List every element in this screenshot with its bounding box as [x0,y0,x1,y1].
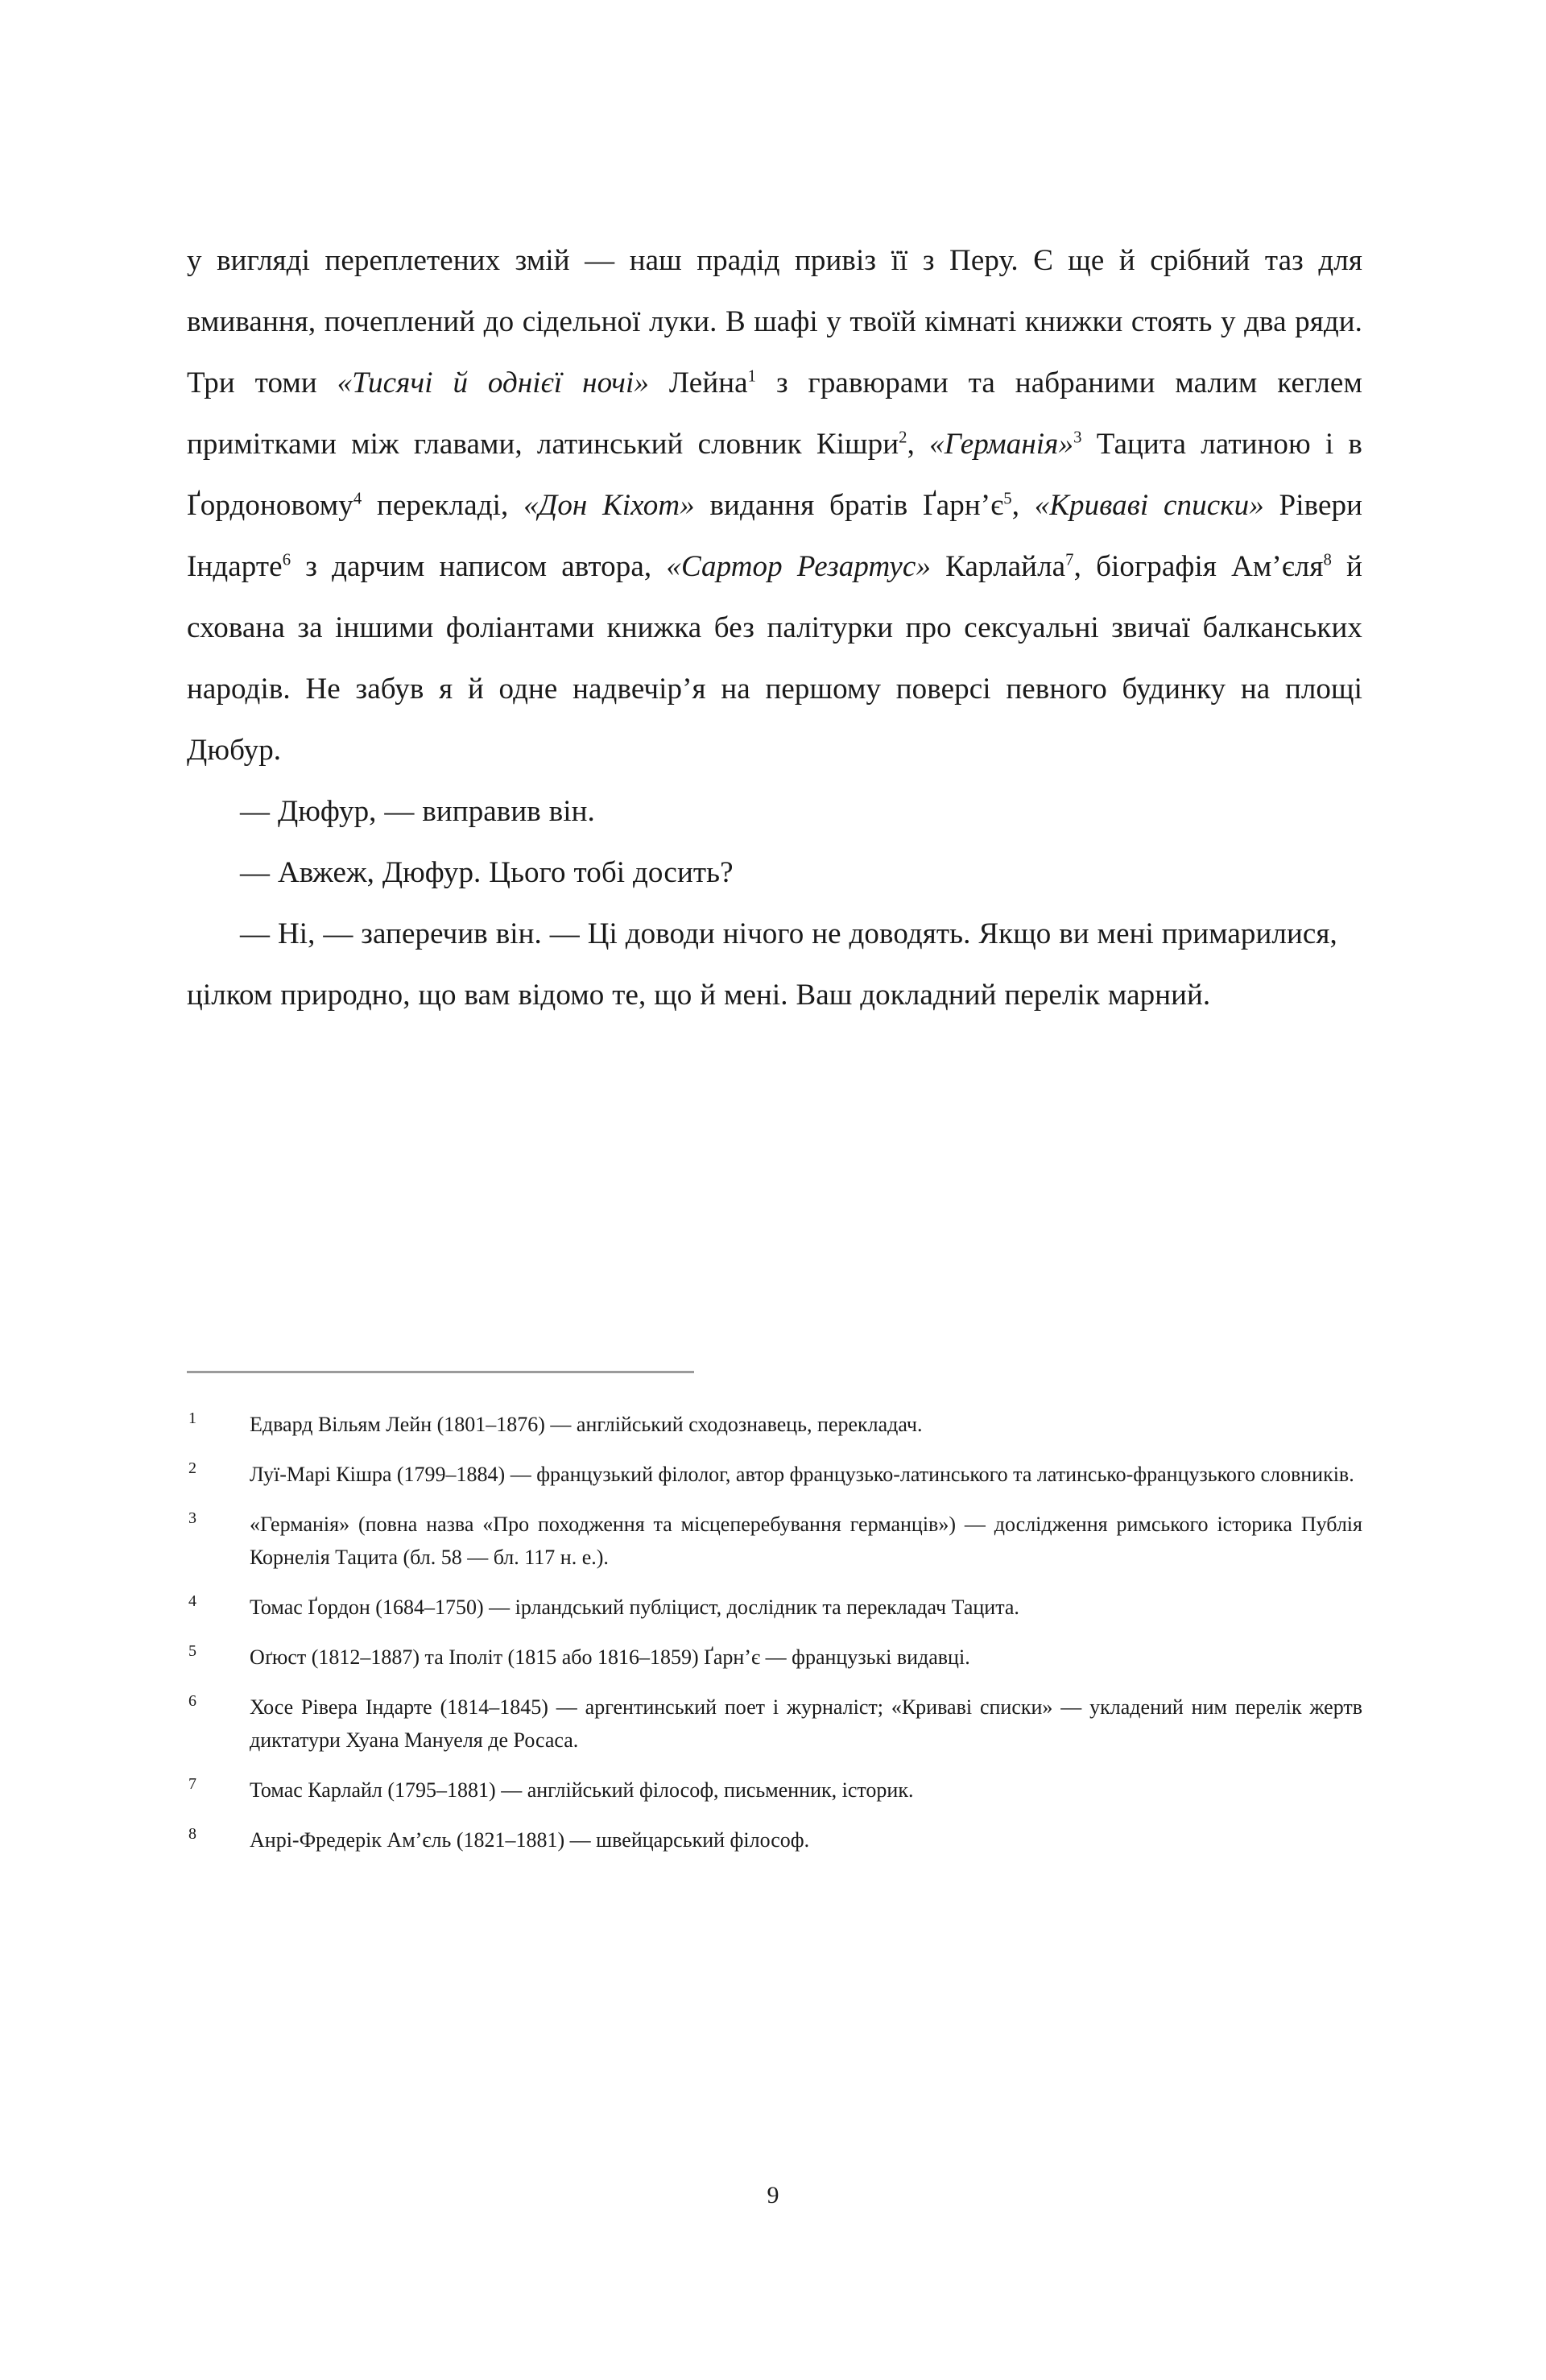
footnote-number: 1 [188,1409,196,1427]
footnote-item [187,1774,1362,1807]
footnote-number: 2 [188,1459,196,1477]
footnote-reference[interactable]: 8 [1323,551,1332,569]
text-run: Рівери Індарте [187,489,1362,583]
footnote-item [187,1408,1362,1441]
text-run: Карлайла [931,550,1066,583]
footnote-reference[interactable]: 5 [1003,490,1012,508]
body-text-block [187,230,1362,1026]
text-run: з гравюрами та набраними малим кеглем примітками між главами, латинський словник Кішри [187,366,1362,461]
text-run: з дарчим написом автора, [291,550,667,583]
footnote-text: Луї-Марі Кішра (1799–1884) — французький філолог, автор французько-латинського та латинсько-французького словників. [250,1463,1354,1486]
text-run: перекладі, [362,489,524,522]
footnote-text: Едвард Вільям Лейн (1801–1876) — англійський сходознавець, перекладач. [250,1413,923,1436]
footnote-reference[interactable]: 2 [899,428,907,447]
footnote-list [187,1408,1362,1856]
text-run: , біографія Ам’єля [1073,550,1324,583]
italic-title: «Германія» [929,428,1074,461]
footnote-text: Оґюст (1812–1887) та Іполіт (1815 або 1816–1859) Ґарн’є — французькі видавці. [250,1645,970,1669]
footnote-text: Анрі-Фредерік Ам’єль (1821–1881) — швейцарський філософ. [250,1828,810,1852]
italic-title: «Дон Кіхот» [523,489,695,522]
text-run: й схована за іншими фоліантами книжка без палітурки про сексуальні звичаї балканських народів. Не забув я й одне надвечір’я на першому поверсі певного будинку на площі Дюбур. [187,550,1362,767]
dialogue-paragraph [187,842,1362,904]
page-number: 9 [767,2182,779,2208]
italic-title: «Криваві списки» [1034,489,1264,522]
text-run: — Дюфур, — виправив він. [240,795,595,828]
footnote-reference[interactable]: 7 [1065,551,1074,569]
body-paragraph [187,230,1362,781]
footnote-text: Томас Ґордон (1684–1750) — ірландський публіцист, дослідник та перекладач Тацита. [250,1596,1019,1619]
footnote-reference[interactable]: 1 [747,367,757,386]
footnote-item [187,1691,1362,1757]
footnote-reference[interactable]: 3 [1073,428,1082,447]
text-run: — Ні, — заперечив він. — Ці доводи нічого не доводять. Якщо ви мені примарилися, цілком природно, що вам відомо те, що й мені. Ваш докладний перелік марний. [187,917,1337,1012]
dialogue-paragraph [187,781,1362,842]
footnote-number: 3 [188,1509,196,1527]
dialogue-paragraph [187,904,1362,1026]
footnote-number: 5 [188,1642,196,1660]
footnote-text: Томас Карлайл (1795–1881) — англійський філософ, письменник, історик. [250,1778,914,1802]
footnote-item [187,1641,1362,1674]
text-run: Тацита латиною і в Ґордоновому [187,428,1362,522]
footnote-number: 8 [188,1825,196,1843]
text-run: видання братів Ґарн’є [694,489,1004,522]
footnote-reference[interactable]: 6 [282,551,291,569]
text-run: Лейна [648,366,748,399]
footnote-item [187,1508,1362,1574]
italic-title: «Сартор Резартус» [666,550,932,583]
footnote-reference[interactable]: 4 [353,490,362,508]
footnote-item [187,1823,1362,1856]
footnote-number: 6 [188,1692,196,1710]
text-run: — Авжеж, Дюфур. Цього тобі досить? [240,856,734,889]
italic-title: «Тисячі й однієї ночі» [337,366,649,399]
footnote-item [187,1458,1362,1491]
text-run: , [1011,489,1035,522]
footnote-number: 4 [188,1592,196,1610]
text-run: , [907,428,930,461]
footnote-number: 7 [188,1775,196,1793]
footnote-text: «Германія» (повна назва «Про походження та місцеперебування германців») — дослідження римського історика Публія Корнелія Тацита (бл. 58 — бл. 117 н. е.). [250,1513,1362,1569]
footnote-text: Хосе Рівера Індарте (1814–1845) — аргентинський поет і журналіст; «Криваві списки» — укладений ним перелік жертв диктатури Хуана Мануеля де Росаса. [250,1695,1362,1752]
footnote-item [187,1591,1362,1624]
text-run: у вигляді переплетених змій — наш прадід привіз її з Перу. Є ще й срібний таз для вмивання, почеплений до сідельної луки. В шафі у твоїй кімнаті книжки стоять у два ряди. Три томи [187,244,1362,399]
footnote-separator-rule [187,1371,694,1373]
